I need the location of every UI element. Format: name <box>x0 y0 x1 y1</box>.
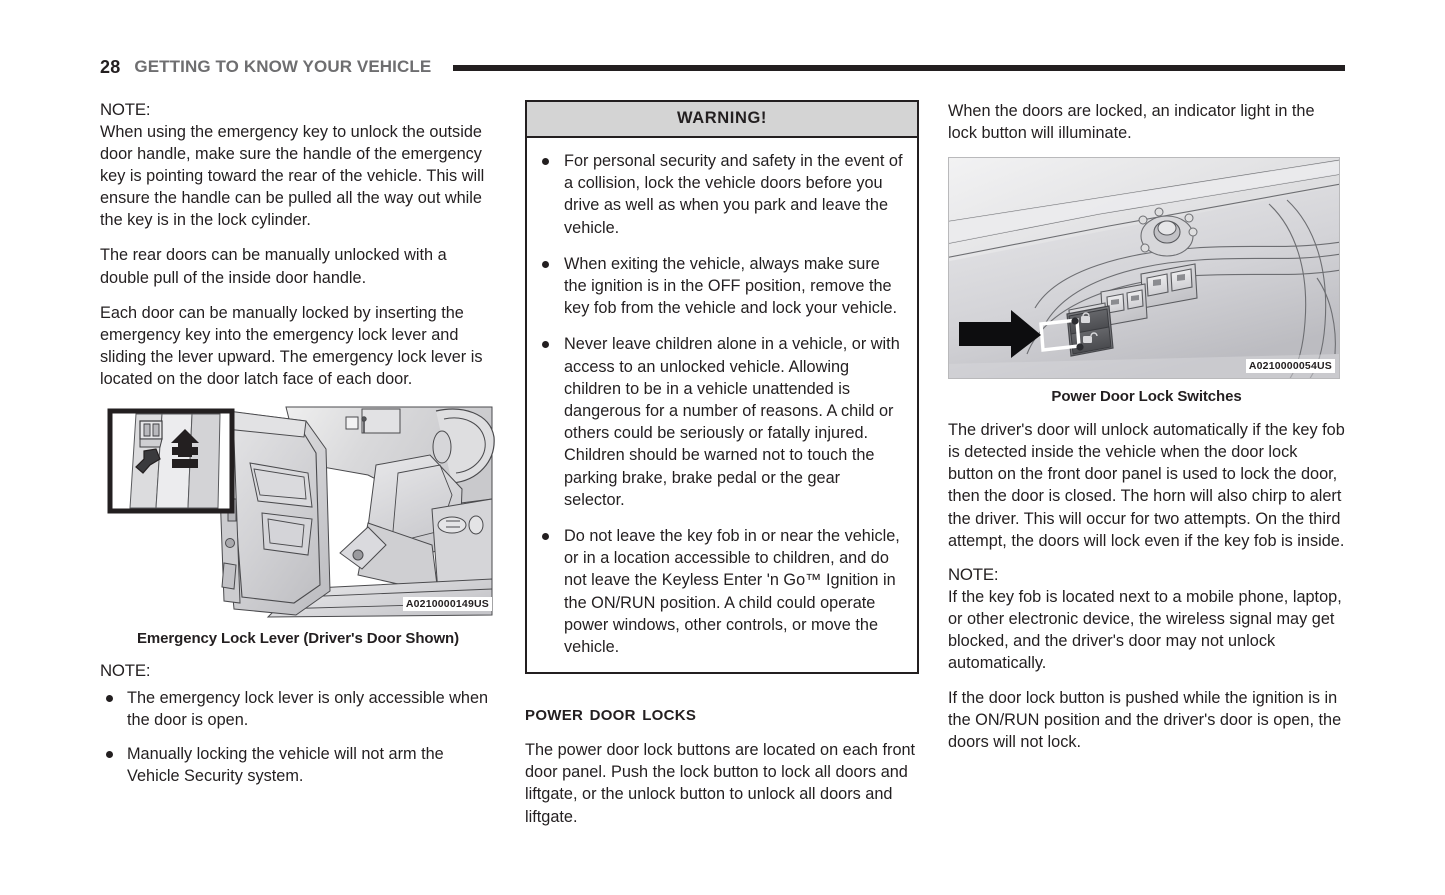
list-item: Do not leave the key fob in or near the vehicle, or in a location accessible to children, and do not leave the Keyless Enter 'n Go™ Ignition in the ON/RUN position. A child could operate power windows, other controls, or move the vehicle. <box>537 525 903 658</box>
inset-detail-box <box>110 411 232 511</box>
header-rule <box>453 65 1345 71</box>
page-header <box>100 52 1345 82</box>
right-paragraph-1: The driver's door will unlock automatically if the key fob is detected inside the vehicle when the door lock button on the front door panel is used to lock the door, then the door is closed. The horn will also chirp to alert the driver. This will occur for two attempts. On the third attempt, the doors will lock even if the key fob is inside. <box>948 421 1345 550</box>
figure-caption-lever: Emergency Lock Lever (Driver's Door Shown) <box>137 630 459 648</box>
list-item: When exiting the vehicle, always make sure the ignition is in the OFF position, remove the key fob from the vehicle and lock your vehicle. <box>537 253 903 320</box>
left-paragraph-1: When using the emergency key to unlock the outside door handle, make sure the handle of the emergency key is pointing toward the rear of the vehicle. This will ensure the handle can be pulled all the way out while the key is in the lock cylinder. <box>100 123 485 230</box>
list-item: For personal security and safety in the event of a collision, lock the vehicle doors before you drive as well as when you park and leave the vehicle. <box>537 150 903 239</box>
warning-body <box>527 138 917 672</box>
list-item: Never leave children alone in a vehicle, or with access to an unlocked vehicle. Allowing children to be in a vehicle unattended is dangerous for a number of reasons. A child or others could be seriously or fatally injured. Children should be warned not to touch the parking brake, brake pedal or the gear selector. <box>537 333 903 511</box>
left-paragraph-2: The rear doors can be manually unlocked with a double pull of the inside door handle. <box>100 246 447 287</box>
middle-column <box>525 100 919 841</box>
note-label-right: NOTE: <box>948 564 999 584</box>
warning-box <box>525 100 919 674</box>
power-door-lock-switches-illustration <box>949 158 1340 379</box>
figure-emergency-lock-lever <box>100 403 496 621</box>
figure-id-lever: A0210000149US <box>403 597 492 611</box>
left-column <box>100 100 496 797</box>
right-note-paragraph-1: If the key fob is located next to a mobile phone, laptop, or other electronic device, the wireless signal may get blocked, and the driver's door may not unlock automatically. <box>948 587 1342 673</box>
right-note-paragraph-2: If the door lock button is pushed while the ignition is in the ON/RUN position and the driver's door is open, the doors will not lock. <box>948 689 1342 752</box>
page-number: 28 <box>100 56 121 77</box>
figure-power-door-lock-switches <box>948 157 1340 379</box>
note-label-top: NOTE: <box>100 100 151 119</box>
left-note-bullet-list <box>100 687 496 787</box>
right-intro-paragraph: When the doors are locked, an indicator light in the lock button will illuminate. <box>948 102 1315 143</box>
power-door-lock-switch-pair <box>1067 306 1113 356</box>
warning-heading: WARNING! <box>527 102 917 138</box>
list-item: Manually locking the vehicle will not arm the Vehicle Security system. <box>100 743 496 787</box>
left-paragraph-3: Each door can be manually locked by inserting the emergency key into the emergency lock lever and sliding the lever upward. The emergency lock lever is located on the door latch face of each door. <box>100 303 483 388</box>
list-item: The emergency lock lever is only accessible when the door is open. <box>100 687 496 731</box>
note-label-bottom: NOTE: <box>100 661 151 681</box>
section-heading-power-door-locks: power door locks <box>525 700 697 726</box>
page-title: GETTING TO KNOW YOUR VEHICLE <box>134 57 432 76</box>
emergency-lock-lever-illustration <box>100 403 496 621</box>
figure-caption-switches: Power Door Lock Switches <box>1051 388 1242 406</box>
middle-paragraph-1: The power door lock buttons are located on each front door panel. Push the lock button to lock all doors and liftgate, or the unlock button to unlock all doors and liftgate. <box>525 741 916 826</box>
right-column <box>948 100 1345 766</box>
figure-id-switches: A0210000054US <box>1246 359 1335 373</box>
